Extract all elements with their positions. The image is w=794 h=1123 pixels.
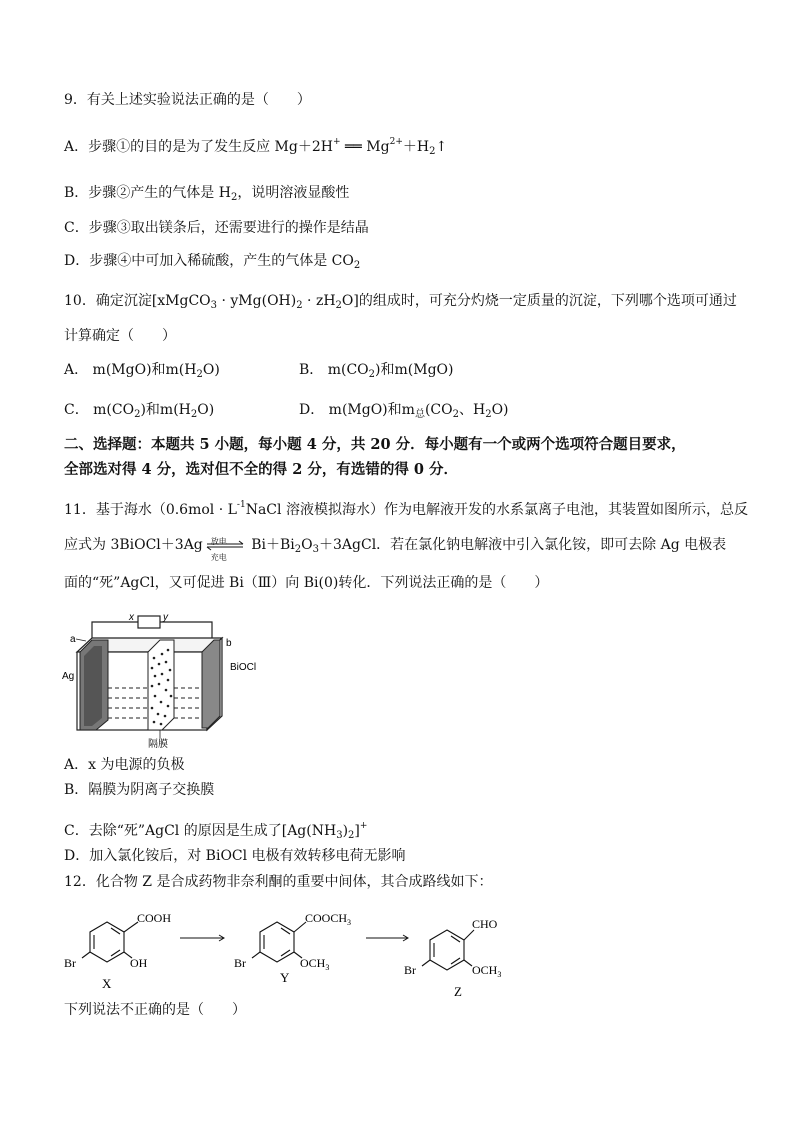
q10-d-sub: 总 — [414, 409, 425, 420]
q10-a-pre: A． m(MgO)和m(H — [64, 362, 197, 378]
q11-eq-post1: Bi＋Bi — [246, 537, 295, 553]
q11-eq-pre: 应式为 3BiOCl＋3Ag — [64, 537, 203, 553]
q11-option-c[interactable] — [64, 816, 367, 846]
fig-a-label: a — [70, 634, 76, 645]
wire-left — [92, 622, 138, 638]
fig-membrane-label: 隔膜 — [148, 739, 168, 750]
wire-right — [160, 622, 212, 638]
q10-s1: 3 — [210, 300, 218, 311]
q10-option-c[interactable] — [64, 400, 214, 425]
q9-a-mid: ══ Mg — [340, 139, 390, 155]
x-label: X — [102, 976, 112, 991]
q10-b-sub: 2 — [368, 369, 376, 380]
q9-b-post: ，说明溶液显酸性 — [237, 185, 350, 201]
q9-option-c[interactable]: C．步骤③取出镁条后，还需要进行的操作是结晶 — [64, 220, 369, 236]
q9-d-text: D．步骤④中可加入稀硫酸，产生的气体是 CO — [64, 253, 354, 269]
q11-option-d[interactable]: D．加入氯化铵后，对 BiOCl 电极有效转移电荷无影响 — [64, 848, 406, 864]
q10-c-sub2: 2 — [190, 409, 198, 420]
section2-heading-line1: 二、选择题：本题共 5 小题，每小题 4 分，共 20 分．每小题有一个或两个选项符合题目要求， — [64, 436, 686, 453]
q11-stem-line1 — [64, 495, 748, 520]
q11-stem-pre: 11．基于海水（0.6mol · L — [64, 502, 237, 518]
q9-a-arrow: ↑ — [435, 139, 448, 155]
q9-a-sup1: + — [332, 137, 341, 147]
fig-biocl-label: BiOCl — [230, 662, 257, 673]
y-label: Y — [280, 970, 290, 985]
q12-question: 下列说法不正确的是（ ） — [64, 1002, 246, 1018]
q10-a-sub: 2 — [196, 369, 203, 380]
q11-c-sub2: 2 — [348, 830, 355, 841]
q9-option-d[interactable] — [64, 251, 360, 276]
q10-s3: 2 — [335, 300, 342, 311]
q12-stem: 12．化合物 Z 是合成药物非奈利酮的重要中间体，其合成路线如下： — [64, 874, 493, 890]
q10-option-d[interactable] — [299, 400, 509, 425]
q10-stem — [64, 291, 737, 316]
molecule-y — [252, 922, 306, 962]
q11-eq-s2: 3 — [312, 544, 319, 555]
q9-a-sub: 2 — [429, 146, 436, 157]
q10-mid2: · zH — [302, 293, 336, 309]
q10-stem-pre: 10．确定沉淀[xMgCO — [64, 293, 211, 309]
q10-mid1: · yMg(OH) — [217, 293, 297, 309]
q9-option-b[interactable] — [64, 183, 349, 208]
z-br: Br — [404, 963, 416, 977]
biocl-electrode — [202, 640, 220, 728]
section2-heading-line2: 全部选对得 4 分，选对但不全的得 2 分，有选错的得 0 分． — [64, 461, 459, 478]
y-cooch3: $COOCH_3$ — [305, 911, 352, 927]
q9-a-text: A．步骤①的目的是为了发生反应 Mg＋2H — [64, 139, 333, 155]
fig-ag-label: Ag — [62, 671, 75, 682]
q11-eq-top: 放电 — [210, 537, 227, 546]
q11-stem-post: NaCl 溶液模拟海水）作为电解液开发的水系氯离子电池，其装置如图所示，总反 — [245, 502, 748, 518]
q10-b-post: )和m(MgO) — [375, 362, 454, 378]
battery-figure — [62, 610, 282, 750]
q11-stem-line3: 面的“死”AgCl，又可促进 Bi（Ⅲ）向 Bi(0)转化．下列说法正确的是（ ） — [64, 575, 549, 591]
q10-c-pre: C． m(CO — [64, 402, 135, 418]
y-och3: $OCH_3$ — [300, 956, 330, 972]
q10-d-end: O) — [491, 402, 509, 418]
fig-b-label: b — [226, 638, 232, 649]
q9-b-sub: 2 — [230, 192, 238, 203]
q11-option-b[interactable]: B．隔膜为阴离子交换膜 — [64, 782, 215, 798]
q10-d-sub3: 2 — [485, 409, 492, 420]
fig-y-label: y — [163, 612, 168, 623]
q10-stem-post: O]的组成时，可充分灼烧一定质量的沉淀，下列哪个选项可通过 — [341, 293, 737, 309]
q9-b-text: B．步骤②产生的气体是 H — [64, 185, 231, 201]
fig-x-label: x — [129, 612, 134, 623]
q10-option-b[interactable] — [299, 360, 453, 385]
q10-c-sub: 2 — [134, 409, 141, 420]
q11-c-post: ] — [354, 823, 360, 839]
q10-b-pre: B． m(CO — [299, 362, 369, 378]
q10-d-pre: D． m(MgO)和m — [299, 402, 415, 418]
q11-eq-s1: 2 — [294, 544, 302, 555]
q11-eq-post2: ＋3AgCl．若在氯化钠电解液中引入氯化铵，即可去除 Ag 电极表 — [319, 537, 727, 553]
x-br: Br — [64, 956, 76, 970]
q11-eq-mid: O — [301, 537, 313, 553]
synthesis-route — [62, 900, 522, 1000]
q9-stem: 9．有关上述实验说法正确的是（ ） — [64, 92, 311, 108]
q11-c-pre: C．去除“死”AgCl 的原因是生成了[Ag(NH — [64, 823, 337, 839]
q10-d-mid: (CO — [424, 402, 453, 418]
q11-eq-bottom: 充电 — [210, 553, 227, 562]
q10-s2: 2 — [296, 300, 303, 311]
z-label: Z — [454, 984, 462, 999]
q10-a-post: O) — [202, 362, 220, 378]
x-cooh: COOH — [137, 911, 172, 925]
q9-a-post: ＋H — [402, 139, 430, 155]
q9-d-sub: 2 — [353, 260, 361, 271]
q9-option-a[interactable] — [64, 132, 447, 162]
q10-stem-line2: 计算确定（ ） — [64, 328, 176, 344]
x-oh: OH — [130, 956, 148, 970]
q11-equation-line — [64, 535, 726, 560]
q9-a-sup2: 2+ — [389, 137, 403, 147]
z-och3: $OCH_3$ — [472, 963, 502, 979]
q11-reversible-arrow — [203, 535, 247, 562]
q10-d-sub2: 2 — [452, 409, 459, 420]
power-source — [138, 616, 160, 628]
q10-d-post: 、H — [458, 402, 486, 418]
z-cho: CHO — [472, 917, 498, 931]
q11-stem-sup: -1 — [236, 500, 246, 510]
reversible-arrow-icon — [203, 535, 247, 555]
q10-option-a[interactable] — [64, 360, 220, 385]
q11-option-a[interactable]: A．x 为电源的负极 — [64, 757, 185, 773]
q10-c-post: O) — [197, 402, 215, 418]
q10-c-mid: )和m(H — [140, 402, 191, 418]
y-br: Br — [234, 956, 246, 970]
q11-c-sub1: 3 — [336, 830, 343, 841]
molecule-z — [422, 930, 474, 970]
q11-c-sup: + — [359, 821, 368, 831]
q11-c-mid: ) — [342, 823, 349, 839]
